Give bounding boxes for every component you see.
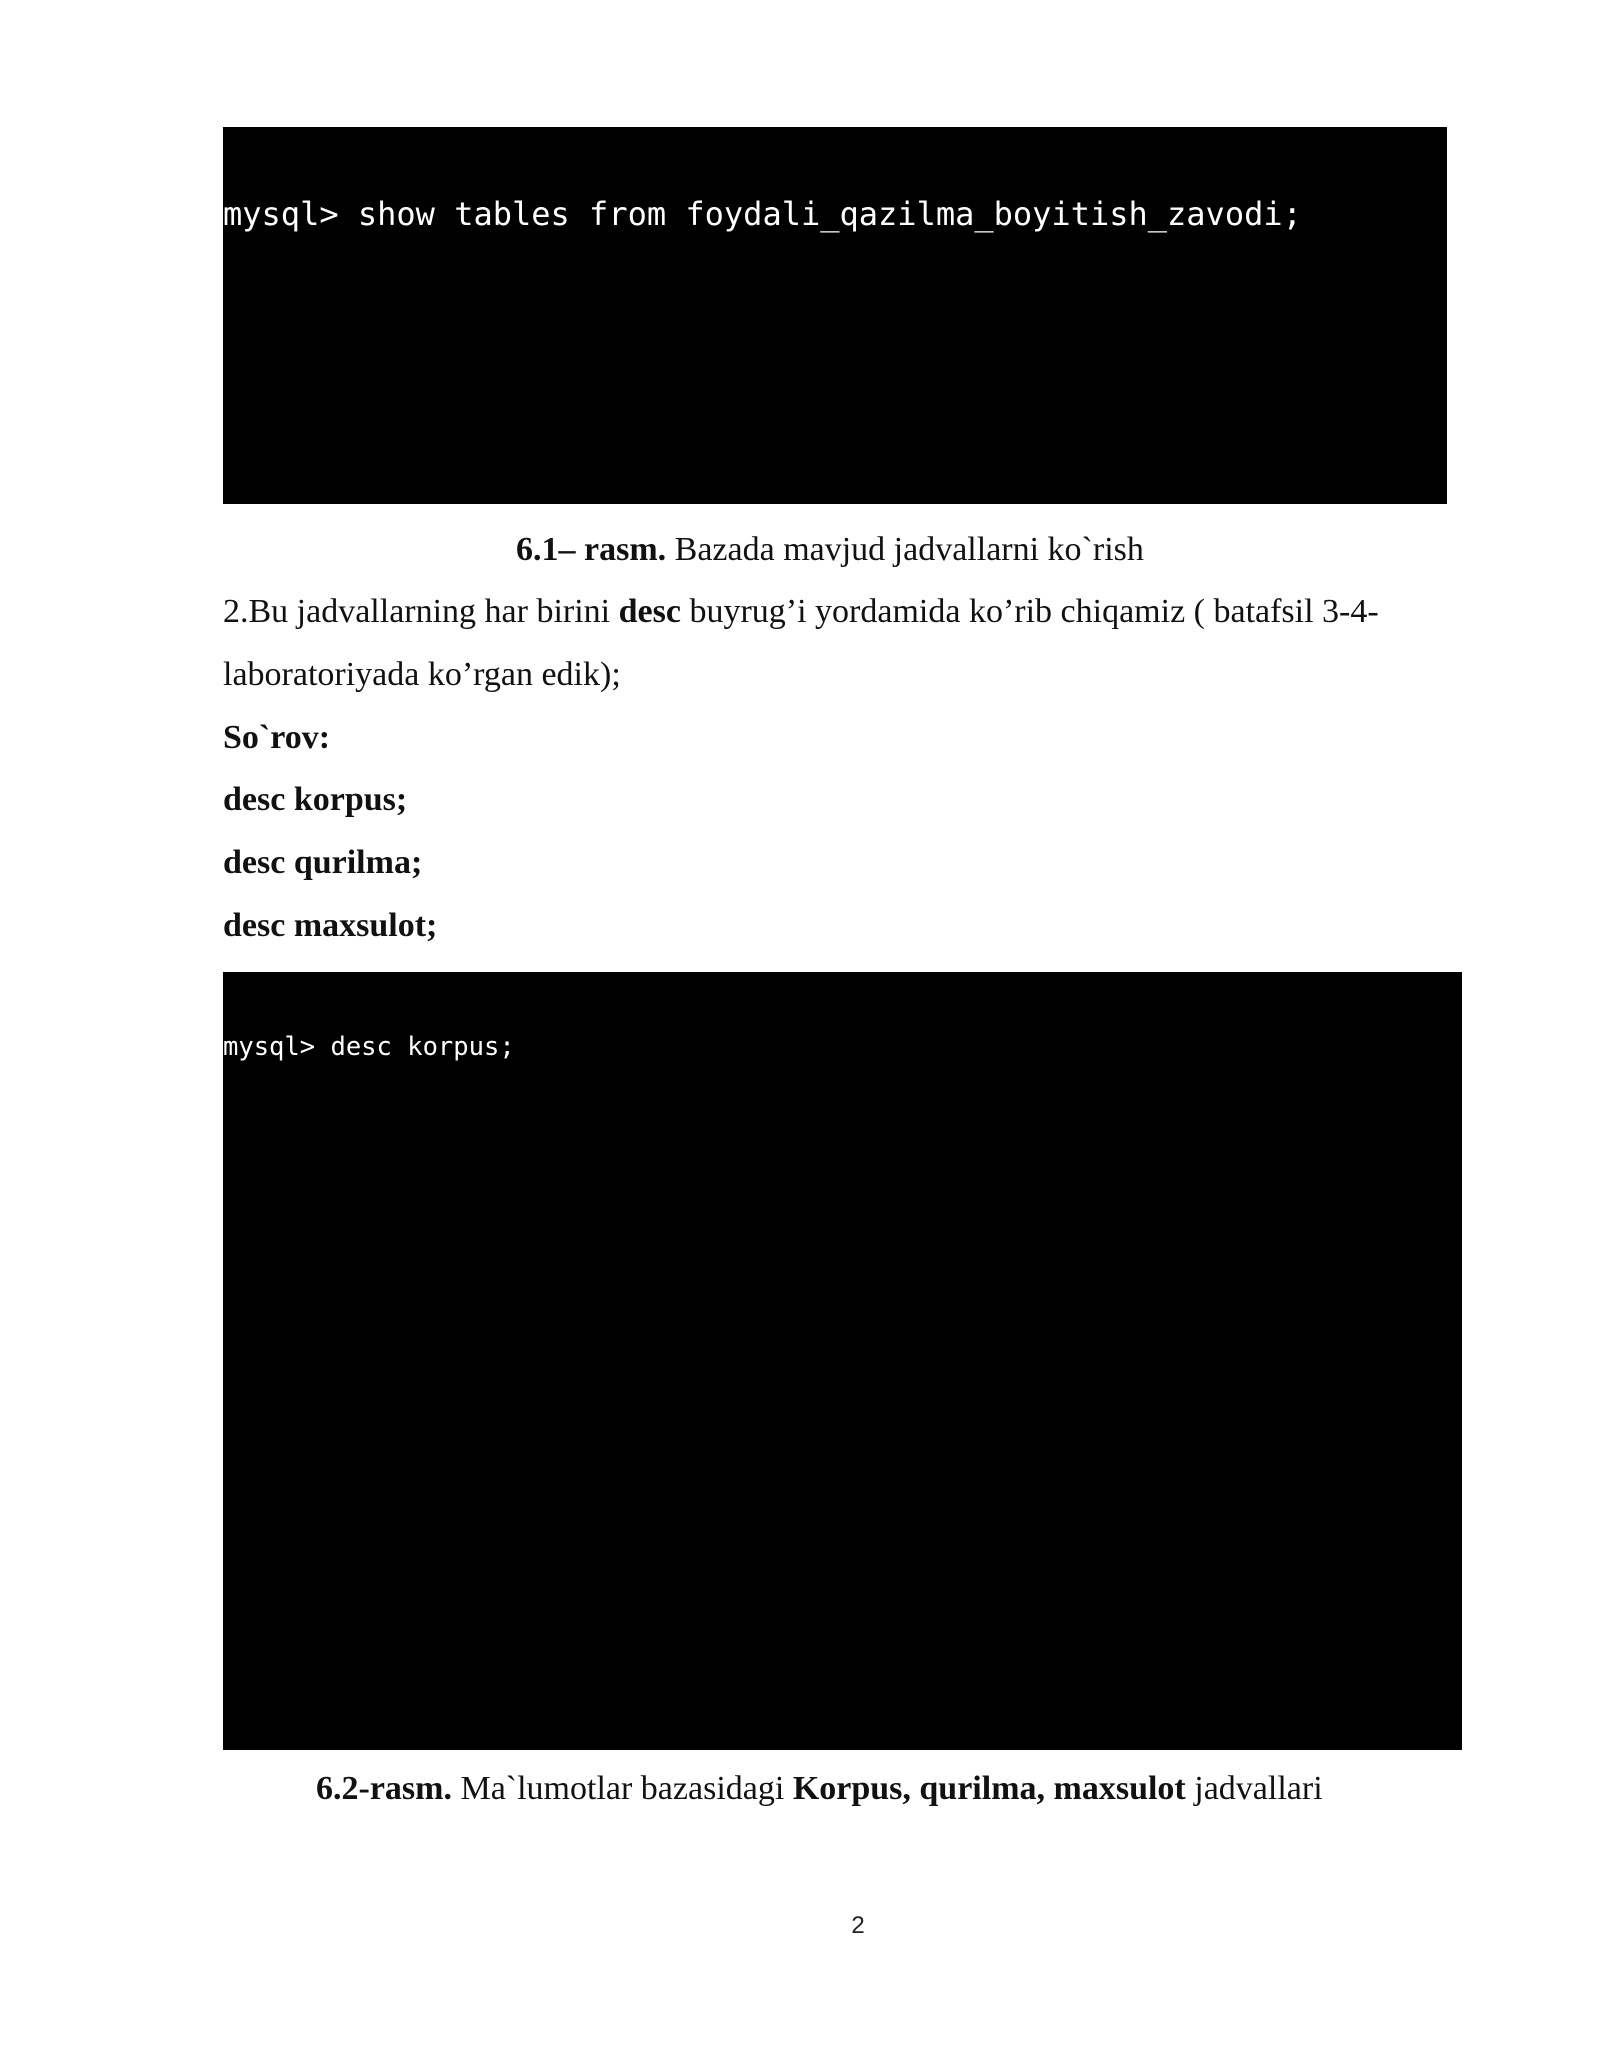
caption-text: Bazada mavjud jadvallarni ko`rish bbox=[666, 531, 1144, 568]
paragraph-line-2: laboratoriyada ko’rgan edik); bbox=[223, 656, 621, 693]
query-command bbox=[223, 906, 1463, 946]
query-command bbox=[223, 843, 1463, 883]
page-number: 2 bbox=[851, 1912, 865, 1939]
paragraph-text: 2.Bu jadvallarning har birini bbox=[223, 593, 619, 630]
caption-bold-tables: Korpus, qurilma, maxsulot bbox=[792, 1770, 1186, 1807]
console-screenshot-desc-tables bbox=[223, 972, 1462, 1750]
paragraph-line-1 bbox=[223, 592, 1463, 632]
console-line: mysql> show tables from foydali_qazilma_boyitish_zavodi; bbox=[223, 195, 1302, 233]
query-command bbox=[223, 780, 1463, 820]
figure-caption-6-1 bbox=[516, 530, 1144, 570]
caption-number: 6.2-rasm. bbox=[316, 1770, 452, 1807]
console-line: mysql> desc korpus; bbox=[223, 1032, 515, 1063]
console-screenshot-show-tables bbox=[223, 127, 1447, 504]
figure-caption-6-2 bbox=[316, 1769, 1323, 1809]
query-label bbox=[223, 718, 1463, 758]
query-command-text: desc qurilma; bbox=[223, 844, 423, 881]
paragraph-text: buyrug’i yordamida ko’rib chiqamiz ( batafsil 3-4- bbox=[680, 593, 1379, 630]
query-command-text: desc korpus; bbox=[223, 781, 408, 818]
caption-text: Ma`lumotlar bazasidagi bbox=[451, 1770, 793, 1807]
paragraph-bold-keyword: desc bbox=[618, 593, 681, 630]
query-command-text: desc maxsulot; bbox=[223, 907, 438, 944]
query-label-text: So`rov: bbox=[223, 719, 331, 756]
caption-number: 6.1– rasm. bbox=[516, 531, 667, 568]
caption-text: jadvallari bbox=[1185, 1770, 1323, 1807]
